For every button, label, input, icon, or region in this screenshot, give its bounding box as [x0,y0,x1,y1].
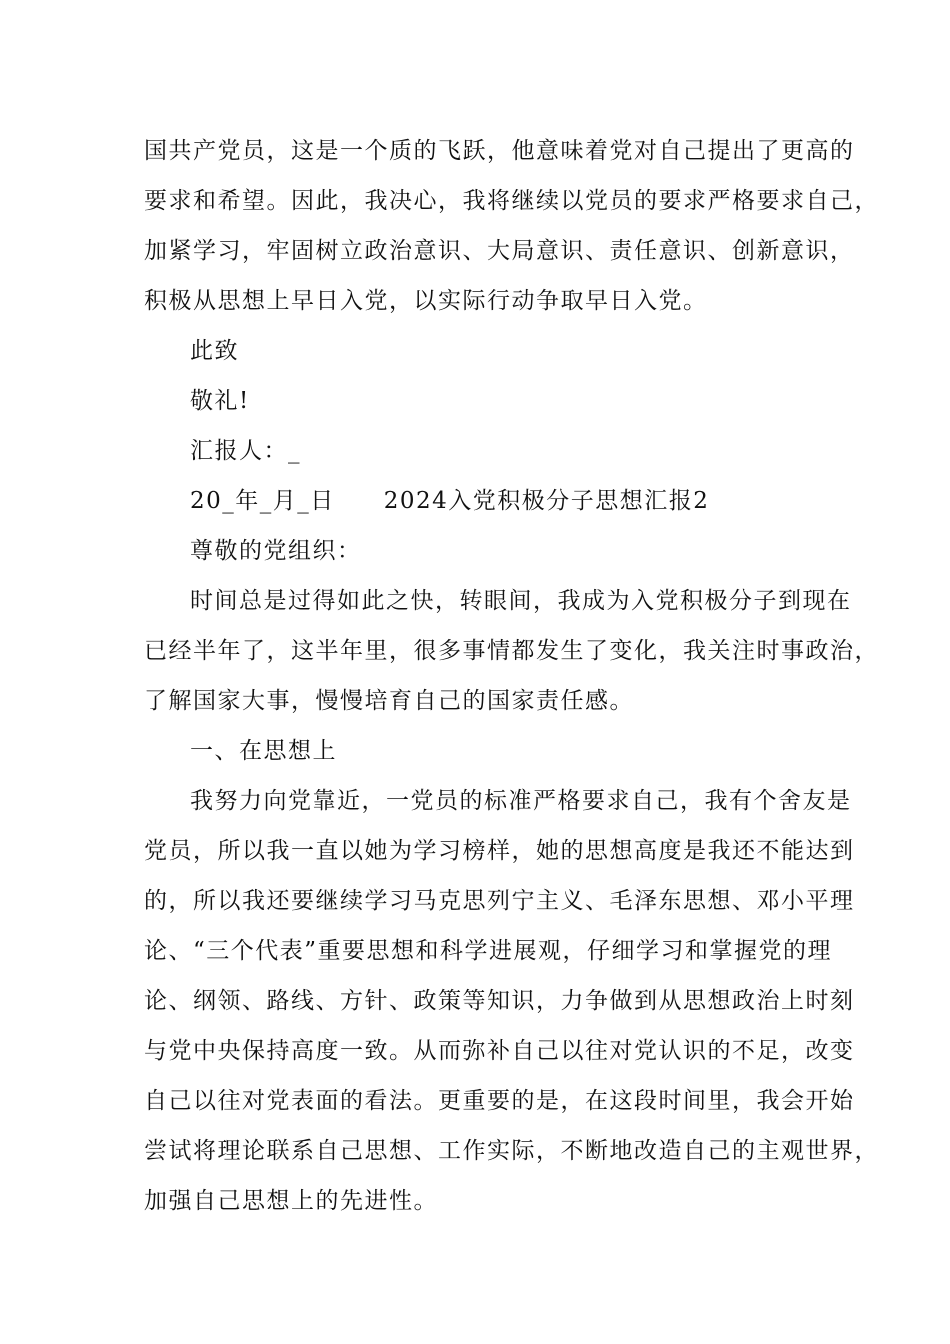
text-line: 的，所以我还要继续学习马克思列宁主义、毛泽东思想、邓小平理 [144,888,855,914]
text-line: 与党中央保持高度一致。从而弥补自己以往对党认识的不足，改变 [144,1038,855,1064]
text-line: 自己以往对党表面的看法。更重要的是，在这段时间里，我会开始 [144,1088,855,1114]
text-line: 国共产党员，这是一个质的飞跃，他意味着党对自己提出了更高的 [144,138,855,164]
closing-salutation: 此致 [190,338,239,364]
text-line: 了解国家大事，慢慢培育自己的国家责任感。 [144,688,634,714]
text-line: 尝试将理论联系自己思想、工作实际，不断地改造自己的主观世界， [144,1138,879,1164]
section-heading: 一、在思想上 [190,738,337,764]
text-line: 积极从思想上早日入党，以实际行动争取早日入党。 [144,288,708,314]
date-and-title: 20_年_月_日 2024入党积极分子思想汇报2 [190,488,710,514]
closing-regards: 敬礼! [190,388,250,414]
text-line: 已经半年了，这半年里，很多事情都发生了变化，我关注时事政治， [144,638,879,664]
text-line: 要求和希望。因此，我决心，我将继续以党员的要求严格要求自己， [144,188,879,214]
text-line: 我努力向党靠近，一党员的标准严格要求自己，我有个舍友是 [190,788,852,814]
text-line: 时间总是过得如此之快，转眼间，我成为入党积极分子到现在 [190,588,852,614]
greeting: 尊敬的党组织： [190,538,362,564]
text-line: 党员，所以我一直以她为学习榜样，她的思想高度是我还不能达到 [144,838,855,864]
text-line: 加强自己思想上的先进性。 [144,1188,438,1214]
text-line: 论、“三个代表”重要思想和科学进展观，仔细学习和掌握党的理 [144,938,833,964]
text-line: 加紧学习，牢固树立政治意识、大局意识、责任意识、创新意识， [144,238,855,264]
text-line: 论、纲领、路线、方针、政策等知识，力争做到从思想政治上时刻 [144,988,855,1014]
reporter-signature: 汇报人：_ [190,438,301,464]
